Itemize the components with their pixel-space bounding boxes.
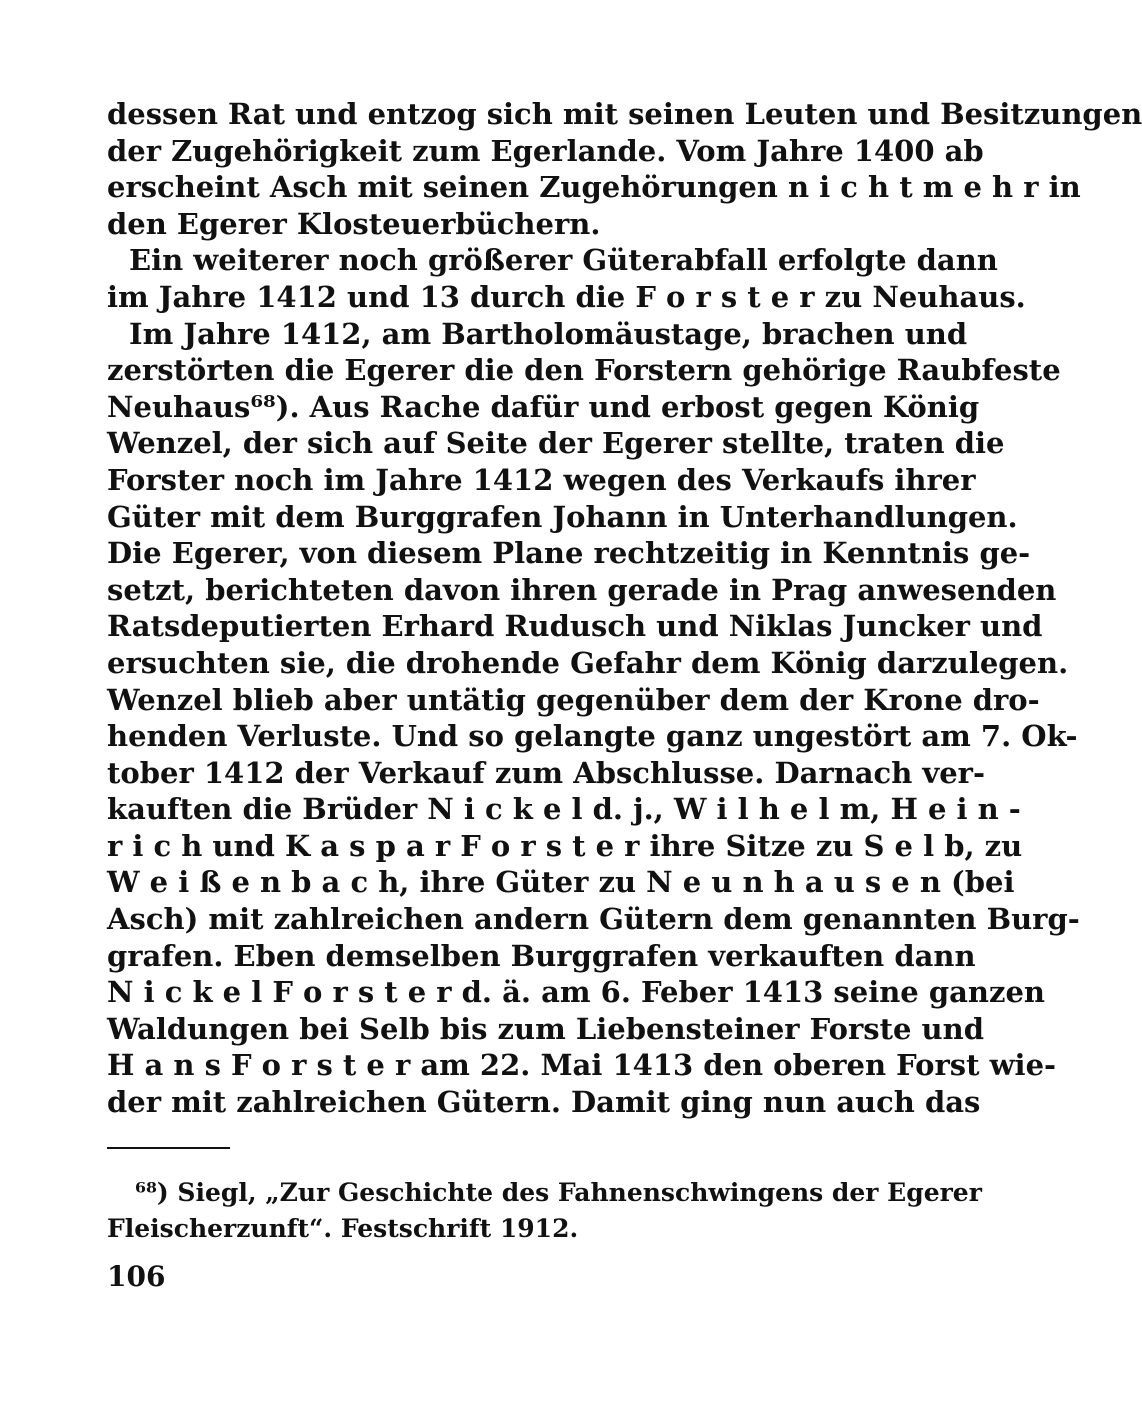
footnote-line: Fleischerzunft“. Festschrift 1912. [107,1214,579,1243]
footnotes [107,1175,982,1247]
text-line: Im Jahre 1412, am Bartholomäustage, brachen und [129,316,968,351]
text-line: H a n s F o r s t e r am 22. Mai 1413 den oberen Forst wie- [107,1048,1057,1083]
text-line: N i c k e l F o r s t e r d. ä. am 6. Feber 1413 seine ganzen [107,975,1045,1010]
text-line: Neuhaus⁶⁸). Aus Rache dafür und erbost gegen König [107,389,980,424]
text-line: Forster noch im Jahre 1412 wegen des Verkaufs ihrer [107,462,976,497]
text-line: Güter mit dem Burggrafen Johann in Unterhandlungen. [107,499,1018,534]
text-line: zerstörten die Egerer die den Forstern gehörige Raubfeste [107,353,1061,388]
text-line: Wenzel blieb aber untätig gegenüber dem der Krone dro- [107,682,1040,717]
text-line: Wenzel, der sich auf Seite der Egerer stellte, traten die [107,426,1005,461]
text-line: erscheint Asch mit seinen Zugehörungen n i c h t m e h r in [107,170,1081,205]
text-line: r i c h und K a s p a r F o r s t e r ihre Sitze zu S e l b, zu [107,828,1023,863]
text-line: der Zugehörigkeit zum Egerlande. Vom Jahre 1400 ab [107,133,984,168]
text-line: den Egerer Klosteuerbüchern. [107,206,601,241]
text-line: Die Egerer, von diesem Plane rechtzeitig in Kenntnis ge- [107,536,1031,571]
text-line: Ratsdeputierten Erhard Rudusch und Niklas Juncker und [107,609,1043,644]
body-text [107,96,1142,1121]
text-line: Ein weiterer noch größerer Güterabfall erfolgte dann [129,243,998,278]
page-number: 106 [107,1260,166,1293]
text-line: kauften die Brüder N i c k e l d. j., W i l h e l m, H e i n - [107,792,1021,827]
footnote-divider [107,1147,230,1149]
text-line: ersuchten sie, die drohende Gefahr dem König darzulegen. [107,645,1069,680]
text-line: grafen. Eben demselben Burggrafen verkauften dann [107,938,976,973]
text-line: Asch) mit zahlreichen andern Gütern dem genannten Burg- [107,902,1080,937]
text-line: dessen Rat und entzog sich mit seinen Leuten und Besitzungen [107,97,1142,131]
text-line: tober 1412 der Verkauf zum Abschlusse. Darnach ver- [107,755,985,790]
footnote-line: ⁶⁸) Siegl, „Zur Geschichte des Fahnenschwingens der Egerer [135,1178,982,1207]
text-line: setzt, berichteten davon ihren gerade in Prag anwesenden [107,572,1057,607]
text-line: W e i ß e n b a c h, ihre Güter zu N e u n h a u s e n (bei [107,865,1015,900]
text-line: Waldungen bei Selb bis zum Liebensteiner Forste und [107,1011,984,1046]
text-line: henden Verluste. Und so gelangte ganz ungestört am 7. Ok- [107,719,1078,754]
text-line: der mit zahlreichen Gütern. Damit ging nun auch das [107,1085,981,1120]
text-line: im Jahre 1412 und 13 durch die F o r s t e r zu Neuhaus. [107,279,1026,314]
